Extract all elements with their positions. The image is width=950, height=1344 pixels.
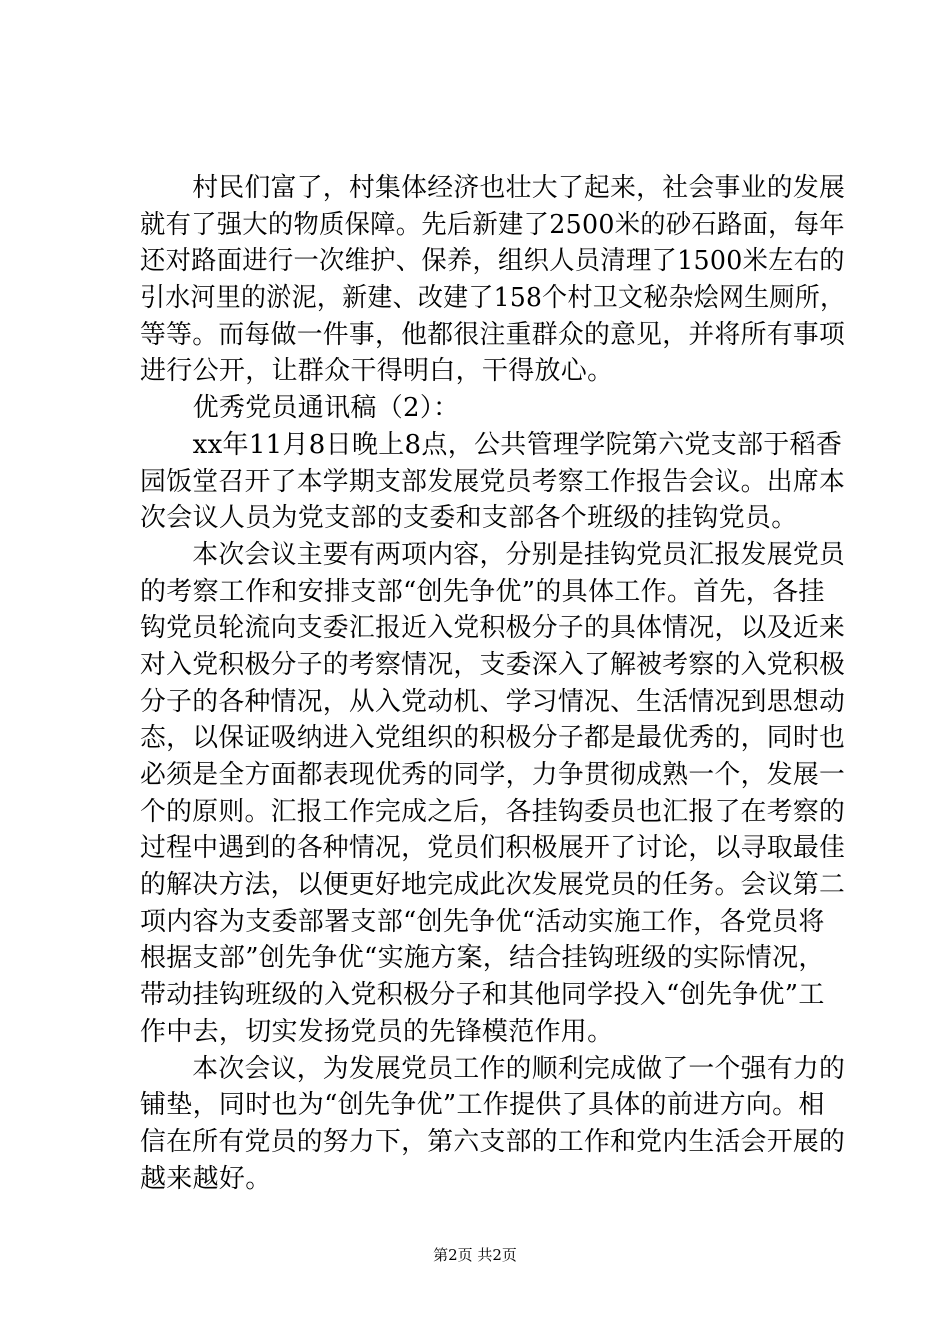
- text-line: 园饭堂召开了本学期支部发展党员考察工作报告会议。出席本: [140, 466, 846, 497]
- section-heading: 优秀党员通讯稿（2）：: [140, 393, 460, 424]
- text-line: 的解决方法，以便更好地完成此次发展党员的任务。会议第二: [140, 870, 846, 901]
- text-line: 就有了强大的物质保障。先后新建了2500米的砂石路面，每年: [140, 209, 845, 240]
- text-line: 的考察工作和安排支部“创先争优”的具体工作。首先，各挂: [140, 576, 825, 607]
- text-line: 态，以保证吸纳进入党组织的积极分子都是最优秀的，同时也: [140, 723, 846, 754]
- text-line: 分子的各种情况，从入党动机、学习情况、生活情况到思想动: [140, 686, 846, 717]
- text-line: 项内容为支委部署支部“创先争优“活动实施工作，各党员将: [140, 906, 825, 937]
- text-line: 必须是全方面都表现优秀的同学，力争贯彻成熟一个，发展一: [140, 760, 846, 790]
- text-line: 本次会议，为发展党员工作的顺利完成做了一个强有力的: [140, 1053, 846, 1084]
- text-line: 对入党积极分子的考察情况，支委深入了解被考察的入党积极: [140, 649, 846, 680]
- text-line: 带动挂钩班级的入党积极分子和其他同学投入“创先争优”工: [140, 980, 825, 1011]
- text-line: 信在所有党员的努力下，第六支部的工作和党内生活会开展的: [140, 1126, 846, 1157]
- page-number-label: 第2页 共2页: [433, 1246, 517, 1264]
- text-line: 等等。而每做一件事，他都很注重群众的意见，并将所有事项: [140, 319, 846, 350]
- text-line: 根据支部”创先争优“实施方案，结合挂钩班级的实际情况，: [140, 943, 825, 974]
- text-line: 次会议人员为党支部的支委和支部各个班级的挂钩党员。: [140, 503, 798, 534]
- text-line: 作中去，切实发扬党员的先锋模范作用。: [140, 1016, 614, 1047]
- document-body: [140, 170, 846, 1197]
- text-line: 个的原则。汇报工作完成之后，各挂钩委员也汇报了在考察的: [140, 796, 846, 827]
- text-line: 越来越好。: [140, 1163, 272, 1194]
- text-line: 村民们富了，村集体经济也壮大了起来，社会事业的发展: [140, 173, 846, 203]
- text-line: 进行公开，让群众干得明白，干得放心。: [140, 356, 614, 387]
- text-line: 钩党员轮流向支委汇报近入党积极分子的具体情况，以及近来: [140, 613, 846, 644]
- text-line: 铺垫，同时也为“创先争优”工作提供了具体的前进方向。相: [140, 1090, 825, 1121]
- text-line: 还对路面进行一次维护、保养，组织人员清理了1500米左右的: [140, 246, 845, 277]
- text-line: 过程中遇到的各种情况，党员们积极展开了讨论，以寻取最佳: [140, 833, 846, 864]
- text-line: 引水河里的淤泥，新建、改建了158个村卫文秘杂烩网生厕所，: [140, 283, 846, 314]
- page-footer: [0, 1245, 950, 1265]
- text-line: xx年11月8日晚上8点，公共管理学院第六党支部于稻香: [140, 429, 843, 460]
- text-line: 本次会议主要有两项内容，分别是挂钩党员汇报发展党员: [140, 539, 846, 570]
